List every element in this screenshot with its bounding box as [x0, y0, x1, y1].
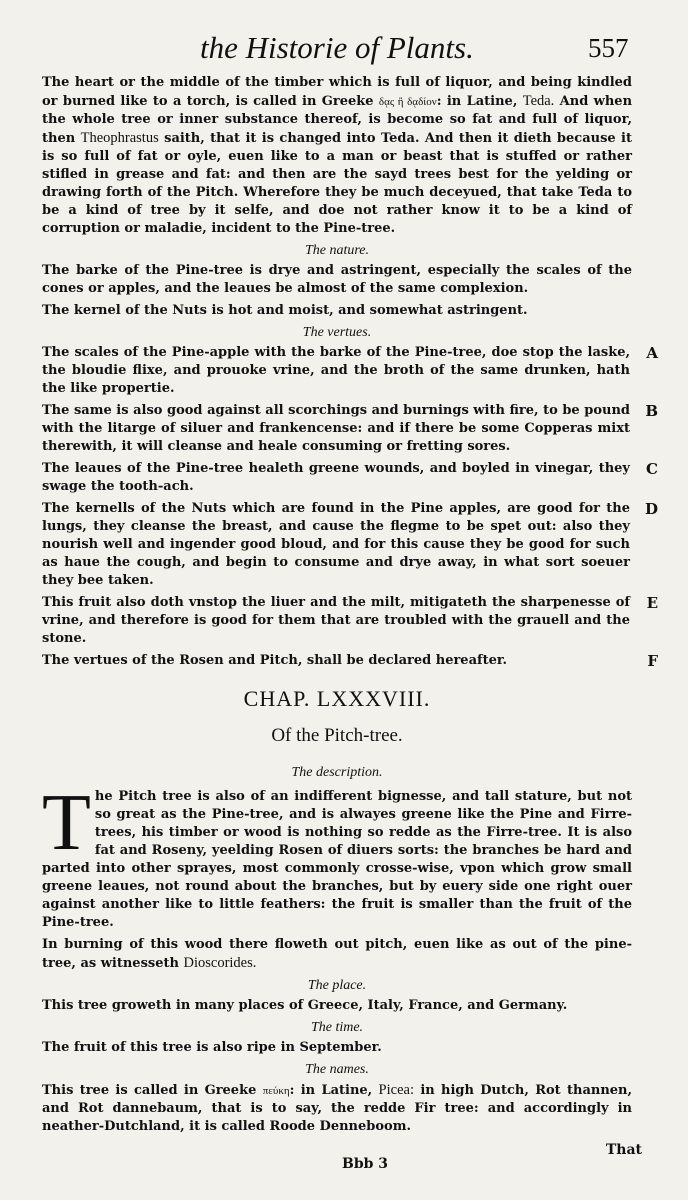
author-name: Theophrastus	[80, 130, 159, 146]
nature-paragraph: The kernel of the Nuts is hot and moist, and somewhat astringent.	[42, 303, 528, 318]
text-run: saith, that it is changed into Teda. And then it dieth because it is so full of fat or oyle, euen like to a man or beast that is stuffed or rather stifled in grease and fat: and then are the sayd trees best for the yelding or drawing forth of the Pitch. Wherefore they be much deceyued, that take Teda to be a kind of tree by it selfe, and doe not rather know it to be a kind of corruption or maladie, incident to the Pine-tree.	[42, 131, 633, 236]
chapter-number: CHAP. LXXXVIII.	[243, 686, 431, 711]
description-paragraph-2	[42, 936, 632, 973]
latin-word: Teda.	[522, 93, 555, 109]
page-footer	[42, 1142, 642, 1178]
text-run: : in Latine,	[436, 94, 518, 109]
margin-letter: C	[646, 460, 658, 478]
section-heading-vertues: The vertues.	[302, 325, 372, 340]
page-number: 557	[588, 33, 629, 63]
signature-mark: Bbb 3	[342, 1156, 389, 1172]
time-paragraph: The fruit of this tree is also ripe in September.	[42, 1040, 382, 1055]
catchword: That	[605, 1142, 642, 1158]
text-run: The kernells of the Nuts which are found in the Pine apples, are good for the lungs, they cleanse the breast, and cause the flegme to be spet out: also they nourish well and ingender good bloud, and for this cause they be good for such as haue the cough, and begin to consume and drye away, in what sort soeuer they bee taken.	[42, 501, 630, 588]
nature-paragraph: The barke of the Pine-tree is drye and astringent, especially the scales of the cones or apples, and the leaues be almost of the same complexion.	[42, 263, 632, 296]
text-run: : in Latine,	[289, 1083, 373, 1098]
text-run: The leaues of the Pine-tree healeth greene wounds, and boyled in vinegar, they swage the tooth-ach.	[42, 461, 630, 494]
section-heading-description: The description.	[291, 765, 383, 780]
section-heading-names: The names.	[305, 1062, 369, 1077]
margin-letter: A	[646, 344, 658, 362]
section-heading-place: The place.	[307, 978, 367, 993]
vertue-paragraph-e	[42, 594, 658, 648]
vertue-paragraph-d	[42, 500, 658, 590]
vertue-paragraph-b	[42, 402, 658, 456]
author-name: Dioscorides.	[183, 955, 257, 971]
margin-letter: D	[644, 500, 658, 518]
chapter-title: Of the Pitch-tree.	[271, 725, 403, 746]
greek-word: πεύκη	[262, 1085, 290, 1097]
running-head	[0, 30, 688, 66]
description-paragraph	[42, 779, 632, 932]
running-head-title: the Historie of Plants.	[200, 30, 474, 65]
opening-paragraph	[42, 74, 632, 238]
latin-word: Picea:	[378, 1082, 414, 1098]
text-run: This tree is called in Greeke	[42, 1083, 257, 1098]
text-run: The same is also good against all scorchings and burnings with fire, to be pound with the litarge of siluer and frankencense: and if there be some Copperas mixt therewith, it will cleanse and heale consuming or fretting sores.	[42, 403, 630, 454]
text-run: In burning of this wood there floweth out pitch, euen like as out of the pine-tree, as witnesseth	[42, 937, 632, 971]
margin-letter: F	[647, 652, 658, 670]
drop-cap: T	[42, 779, 91, 867]
greek-word: δᾳς ἢ δᾳδίον	[378, 96, 437, 108]
margin-letter: B	[645, 402, 658, 420]
text-run: The vertues of the Rosen and Pitch, shall be declared hereafter.	[42, 653, 508, 668]
vertue-paragraph-a	[42, 344, 658, 398]
text-run: The scales of the Pine-apple with the barke of the Pine-tree, doe stop the laske, the bloudie flixe, and prouoke vrine, and the broth of the same drunken, hath the like propertie.	[42, 345, 630, 396]
vertue-paragraph-c	[42, 460, 658, 496]
text-run: This fruit also doth vnstop the liuer and the milt, mitigateth the sharpenesse of vrine, and therefore is good for them that are troubled with the grauell and the stone.	[42, 595, 630, 646]
section-heading-nature: The nature.	[304, 243, 370, 258]
text-run: And when the whole tree or inner substance thereof, is become so fat and full of liquor, then	[42, 94, 633, 146]
place-paragraph: This tree groweth in many places of Greece, Italy, France, and Germany.	[42, 998, 568, 1013]
text-run: The heart or the middle of the timber which is full of liquor, and being kindled or burned like to a torch, is called in Greeke	[42, 75, 632, 109]
names-paragraph	[42, 1081, 632, 1136]
text-run: he Pitch tree is also of an indifferent bignesse, and tall stature, but not so great as the Pine-tree, and is alwayes greene like the Pine and Firre-trees, his timber or wood is nothing so redde as the Firre-tree. It is also fat and Roseny, yeelding Rosen of diuers sorts: the branches be hard and parted into other sprayes, most commonly crosse-wise, vpon which grow small greene leaues, not round about the branches, but by euery side one right ouer against another like to little feathers: the fruit is smaller than the fruit of the Pine-tree.	[42, 789, 632, 930]
section-heading-time: The time.	[310, 1020, 364, 1035]
margin-letter: E	[646, 594, 658, 612]
text-run: in high Dutch, Rot thannen, and Rot dannebaum, that is to say, the redde Fir tree: and accordingly in neather-Dutchland, it is called Roode Denneboom.	[42, 1083, 633, 1134]
vertue-paragraph-f	[42, 652, 658, 670]
body-text	[42, 74, 658, 1140]
